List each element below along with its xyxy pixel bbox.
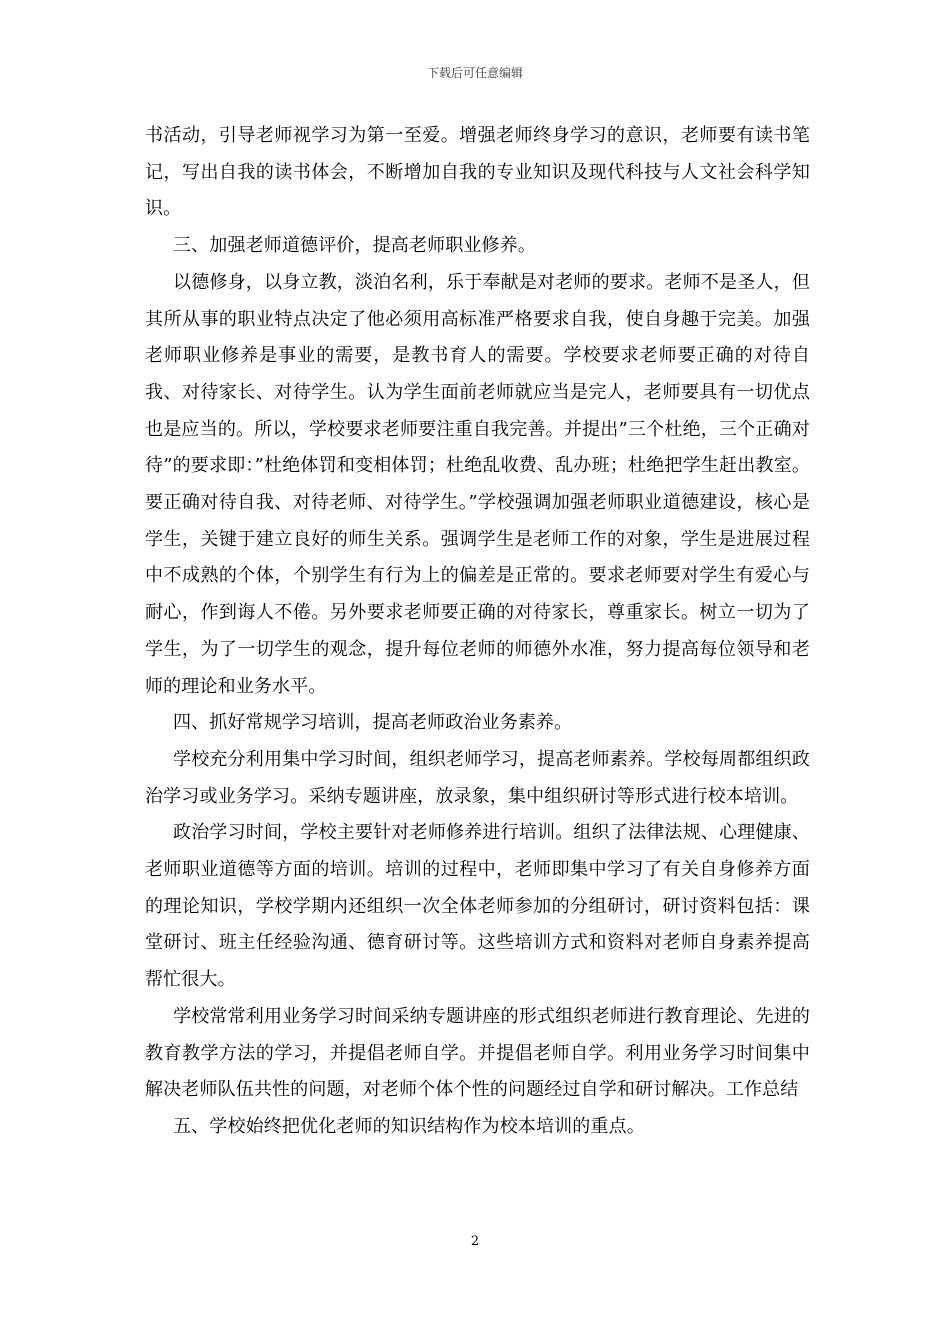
paragraph: 以德修身，以身立教，淡泊名利，乐于奉献是对老师的要求。老师不是圣人，但其所从事的职业特点决定了他必须用高标准严格要求自我，使自身趣于完美。加强老师职业修养是事业的需要，是教书育人的需要。学校要求老师要正确的对待自我、对待家长、对待学生。认为学生面前老师就应当是完人，老师要具有一切优点也是应当的。所以，学校要求老师要注重自我完善。并提出”三个杜绝，三个正确对待”的要求即：”杜绝体罚和变相体罚；杜绝乱收费、乱办班；杜绝把学生赶出教室。要正确对待自我、对待老师、对待学生。”学校强调加强老师职业道德建设，核心是学生，关键于建立良好的师生关系。强调学生是老师工作的对象，学生是进展过程中不成熟的个体，个别学生有行为上的偏差是正常的。要求老师要对学生有爱心与耐心，作到诲人不倦。另外要求老师要正确的对待家长，尊重家长。树立一切为了学生，为了一切学生的观念，提升每位老师的师德外水准，努力提高每位领导和老师的理论和业务水平。 xyxy=(145,271,810,697)
page-number: 2 xyxy=(470,1234,480,1249)
document-body xyxy=(145,118,810,1146)
paragraph: 政治学习时间，学校主要针对老师修养进行培训。组织了法律法规、心理健康、老师职业道德等方面的培训。培训的过程中，老师即集中学习了有关自身修养方面的理论知识，学校学期内还组织一次全体老师参加的分组研讨，研讨资料包括：课堂研讨、班主任经验沟通、德育研讨等。这些培训方式和资料对老师自身素养提高帮忙很大。 xyxy=(145,822,810,991)
paragraph: 学校常常利用业务学习时间采纳专题讲座的形式组织老师进行教育理论、先进的教育教学方法的学习，并提倡老师自学。并提倡老师自学。利用业务学习时间集中解决老师队伍共性的问题，对老师个体个性的问题经过自学和研讨解决。工作总结 xyxy=(145,1005,810,1101)
page-header: 下载后可任意编辑 xyxy=(426,66,523,80)
paragraph: 学校充分利用集中学习时间，组织老师学习，提高老师素养。学校每周都组织政治学习或业务学习。采纳专题讲座，放录象，集中组织研讨等形式进行校本培训。 xyxy=(145,748,810,807)
section-heading: 四、抓好常规学习培训，提高老师政治业务素养。 xyxy=(173,712,573,734)
section-heading: 三、加强老师道德评价，提高老师职业修养。 xyxy=(173,235,536,257)
section-heading: 五、学校始终把优化老师的知识结构作为校本培训的重点。 xyxy=(173,1115,645,1137)
paragraph: 书活动，引导老师视学习为第一至爱。增强老师终身学习的意识，老师要有读书笔记，写出自我的读书体会，不断增加自我的专业知识及现代科技与人文社会科学知识。 xyxy=(145,125,810,220)
